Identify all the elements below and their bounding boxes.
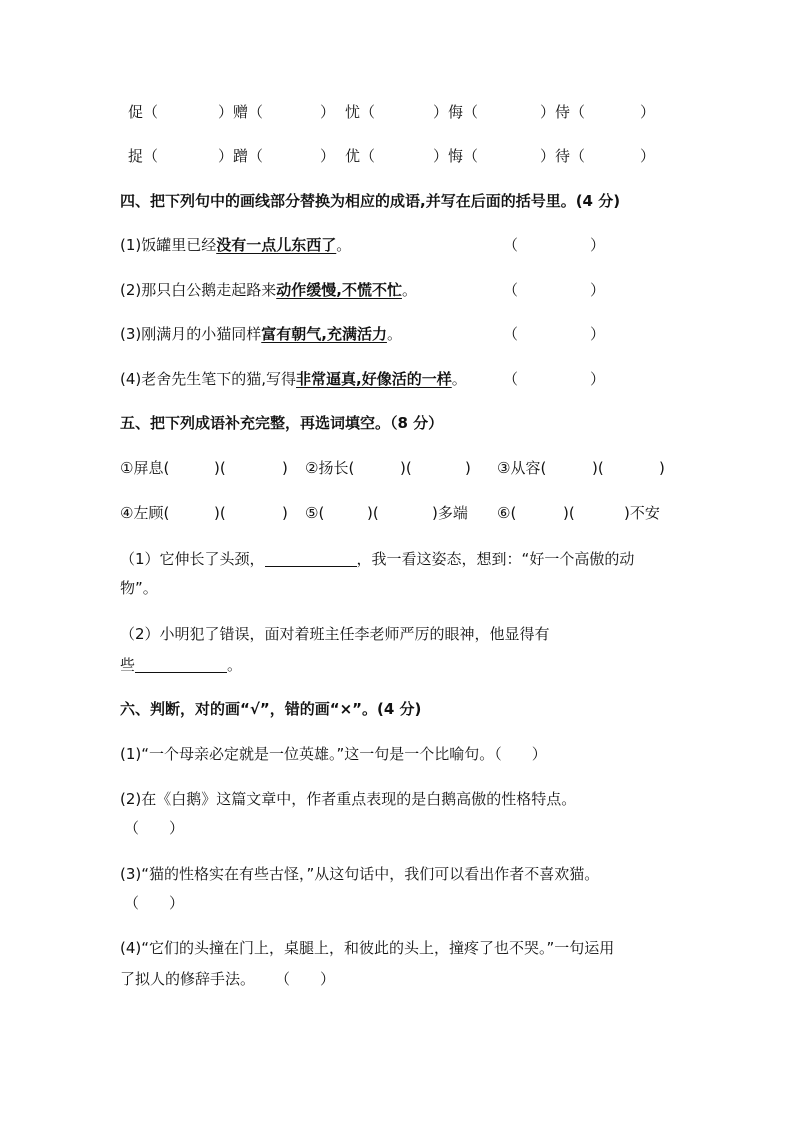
s6-item-1: (1)“一个母亲必定就是一位英雄。”这一句是一个比喻句。（ ） <box>120 745 547 763</box>
s4-item-prefix: (1)饭罐里已经 <box>120 236 217 254</box>
s5-sentence-1-cont: 物”。 <box>120 579 158 597</box>
s4-answer-paren-open: （ <box>503 325 519 343</box>
idiom-item: ) <box>465 459 471 477</box>
idiom-item: )( <box>214 459 226 477</box>
char-item: 优（ <box>345 147 376 165</box>
idiom-item: ) <box>282 459 288 477</box>
s4-item-1 <box>120 235 351 255</box>
char-item: ）侮（ <box>433 103 479 121</box>
s4-item-suffix: 。 <box>386 325 402 343</box>
char-item: ）侍（ <box>540 103 586 121</box>
s6-item-4-paren: （ ） <box>275 970 336 988</box>
s4-item-4 <box>120 369 467 389</box>
idiom-item: ③从容( <box>497 459 547 477</box>
idiom-item: ⑤( <box>305 504 325 522</box>
s4-item-3 <box>120 324 402 344</box>
s4-item-suffix: 。 <box>451 370 467 388</box>
s5-sentence-2-cont <box>120 655 242 675</box>
s4-item-suffix: 。 <box>336 236 352 254</box>
s5-sentence-2-part-c: 。 <box>227 656 243 674</box>
char-item: ） <box>640 103 656 121</box>
s4-answer-paren-close: ） <box>590 325 606 343</box>
idiom-item: )不安 <box>624 504 660 522</box>
idiom-item: )( <box>400 459 412 477</box>
char-item: 忧（ <box>345 103 376 121</box>
section-6-heading: 六、判断，对的画“√”，错的画“×”。(4 分) <box>120 700 422 718</box>
s5-sentence-1 <box>120 549 634 569</box>
s6-item-3-paren: （ ） <box>124 894 185 912</box>
fill-blank[interactable] <box>135 656 227 673</box>
s5-sentence-2-part-b: 些 <box>120 656 136 674</box>
s4-item-prefix: (2)那只白公鹅走起路来 <box>120 281 277 299</box>
s5-sentence-1-part-a: （1）它伸长了头颈， <box>120 550 265 568</box>
char-item: 捉（ <box>128 147 159 165</box>
s6-item-2-paren: （ ） <box>124 819 185 837</box>
section-5-heading: 五、把下列成语补充完整，再选词填空。（8 分） <box>120 414 444 432</box>
s6-item-4-cont <box>120 969 335 989</box>
s4-item-underlined: 动作缓慢,不慌不忙 <box>276 281 402 299</box>
char-item: ）悔（ <box>433 147 479 165</box>
s4-item-underlined: 非常逼真,好像活的一样 <box>296 370 452 388</box>
idiom-item: ) <box>282 504 288 522</box>
s4-item-prefix: (3)刚满月的小猫同样 <box>120 325 262 343</box>
idiom-item: ①屏息( <box>120 459 170 477</box>
idiom-item: )( <box>592 459 604 477</box>
char-item: ）待（ <box>540 147 586 165</box>
s4-answer-paren-open: （ <box>503 281 519 299</box>
idiom-item: )( <box>214 504 226 522</box>
section-4-heading: 四、把下列句中的画线部分替换为相应的成语,并写在后面的括号里。(4 分) <box>120 192 621 210</box>
char-item: ） <box>320 103 336 121</box>
char-item: ） <box>640 147 656 165</box>
char-item: ）赠（ <box>218 103 264 121</box>
fill-blank[interactable] <box>265 550 357 567</box>
idiom-item: ②扬长( <box>305 459 355 477</box>
s4-answer-paren-close: ） <box>590 370 606 388</box>
s4-answer-paren-open: （ <box>503 236 519 254</box>
s6-item-3: (3)“猫的性格实在有些古怪，”从这句话中，我们可以看出作者不喜欢猫。 <box>120 865 600 883</box>
s4-item-2 <box>120 280 417 300</box>
s6-item-4-part-b: 了拟人的修辞手法。 <box>120 970 256 988</box>
s6-item-2: (2)在《白鹅》这篇文章中，作者重点表现的是白鹅高傲的性格特点。 <box>120 790 577 808</box>
s4-item-suffix: 。 <box>401 281 417 299</box>
s6-item-4: (4)“它们的头撞在门上，桌腿上，和彼此的头上，撞疼了也不哭。”一句运用 <box>120 939 615 957</box>
s4-answer-paren-close: ） <box>590 281 606 299</box>
s4-item-prefix: (4)老舍先生笔下的猫,写得 <box>120 370 297 388</box>
s5-sentence-1-part-b: ，我一看这姿态，想到：“好一个高傲的动 <box>356 550 635 568</box>
s5-sentence-2: （2）小明犯了错误，面对着班主任李老师严厉的眼神，他显得有 <box>120 625 550 643</box>
char-item: ） <box>320 147 336 165</box>
idiom-item: )( <box>367 504 379 522</box>
char-item: ）蹭（ <box>218 147 264 165</box>
char-item: 促（ <box>128 103 159 121</box>
idiom-item: )多端 <box>432 504 468 522</box>
idiom-item: )( <box>563 504 575 522</box>
s4-item-underlined: 没有一点儿东西了 <box>216 236 337 254</box>
s4-answer-paren-close: ） <box>590 236 606 254</box>
s4-answer-paren-open: （ <box>503 370 519 388</box>
idiom-item: ) <box>659 459 665 477</box>
idiom-item: ⑥( <box>497 504 517 522</box>
idiom-item: ④左顾( <box>120 504 170 522</box>
s4-item-underlined: 富有朝气,充满活力 <box>261 325 387 343</box>
